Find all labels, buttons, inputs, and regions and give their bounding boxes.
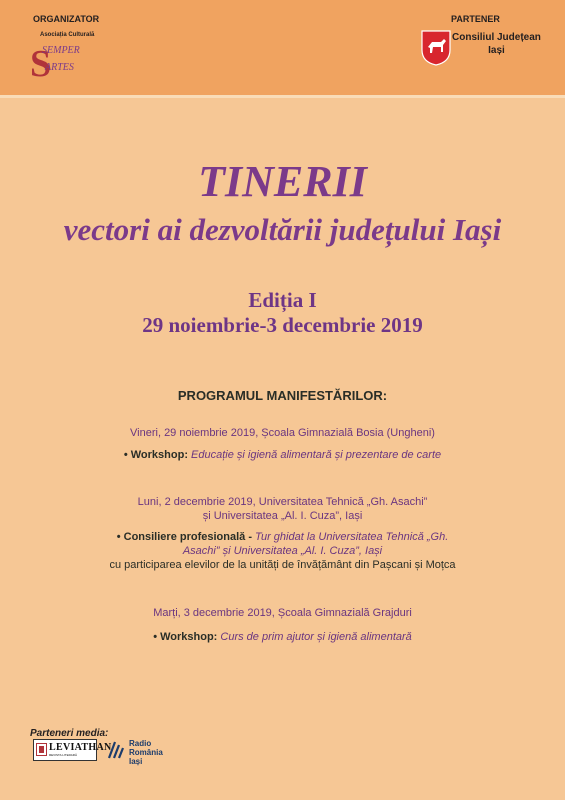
day1-date-place: Vineri, 29 noiembrie 2019, Școala Gimnazială Bosia (Ungheni) xyxy=(130,427,435,439)
program-heading: PROGRAMUL MANIFESTĂRILOR: xyxy=(177,388,388,403)
day3-activity: • Workshop: Curs de prim ajutor și igienă alimentară xyxy=(153,631,412,643)
day2-note: cu participarea elevilor de la unități de învățământ din Pașcani și Moțca xyxy=(109,559,456,571)
main-title: TINERII xyxy=(198,157,367,206)
semper-artes-logo xyxy=(30,40,90,80)
day1-activity: • Workshop: Educație și igienă alimentară și prezentare de carte xyxy=(123,449,442,461)
leviathan-logo: LEVIATHAN REVISTA LITERARĂ xyxy=(33,739,97,761)
partner-label: PARTENER xyxy=(451,14,500,24)
radio-romania-logo: Radio România Iași xyxy=(129,739,163,766)
edition-label: Ediția I xyxy=(248,288,317,312)
day2-activity-2: Asachi” și Universitatea „Al. I. Cuza”, Iași xyxy=(182,545,383,557)
svg-text:SEMPER: SEMPER xyxy=(42,45,80,56)
day2-activity-1: • Consiliere profesională - Tur ghidat la Universitatea Tehnică „Gh. xyxy=(116,531,449,543)
day3-date-place: Marți, 3 decembrie 2019, Școala Gimnazială Grajduri xyxy=(153,607,412,619)
day2-date-place-2: și Universitatea „Al. I. Cuza”, Iași xyxy=(202,510,363,522)
association-label: Asociația Culturală xyxy=(40,32,95,38)
leviathan-emblem-icon xyxy=(36,743,47,756)
subtitle: vectori ai dezvoltării județului Iași xyxy=(63,212,502,247)
media-partners-label: Parteneri media: xyxy=(30,728,109,739)
svg-text:S: S xyxy=(30,43,52,80)
partner-name: Consiliul Județean Iași xyxy=(452,32,541,56)
svg-text:ARTES: ARTES xyxy=(45,62,74,73)
day2-date-place-1: Luni, 2 decembrie 2019, Universitatea Tehnică „Gh. Asachi” xyxy=(137,496,428,508)
radio-romania-icon xyxy=(107,740,127,760)
organizer-label: ORGANIZATOR xyxy=(33,14,100,24)
county-coat-of-arms-icon xyxy=(421,30,451,66)
edition-dates: 29 noiembrie-3 decembrie 2019 xyxy=(142,313,423,337)
